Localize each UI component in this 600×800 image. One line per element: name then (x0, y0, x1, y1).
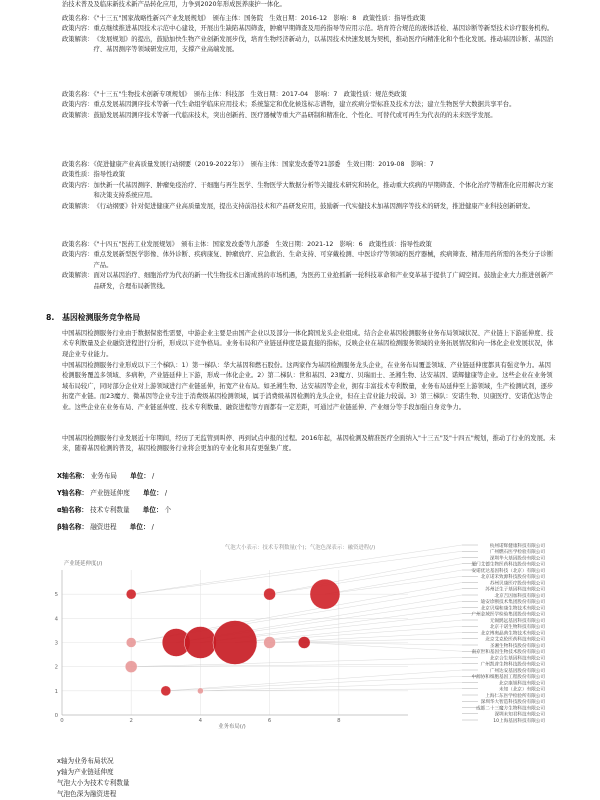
company-label: 未知（北京）有限公司 (499, 687, 545, 693)
company-label: 北京艾克伦医药科技有限公司 (485, 637, 545, 643)
content-label: 政策内容： (62, 101, 94, 109)
x-tick-label: 0 (60, 718, 64, 724)
company-label: 厦门艾德生物医药科技股份有限公司 (471, 562, 545, 568)
policy-interpret: 鼓励发展基因测序技术等新一代临床技术，突出创新药、医疗器械等重大产品研制和精准化、个性化、可替代或可再生为代表的的未来医学发展。 (93, 111, 497, 119)
policy-meta: 政策名称：《"十三五"国家战略性新兴产业发展规划》 颁布主体：国务院 生效日期：2016-12 影响：8 政策性质：指导性政策 (62, 15, 426, 22)
policy-meta: 政策名称：《"十四五"医药工业发展规划》 颁布主体：国家发改委等九部委 生效日期：2021-12 影响：6 政策性质：指导性政策 (62, 241, 432, 248)
company-label: 深圳华大基因股份有限公司 (489, 556, 545, 562)
legend-line: y轴为产业链延伸度 (57, 768, 114, 776)
company-label: 广州达安基因股份有限公司 (489, 668, 545, 674)
y-tick-label: 0 (54, 713, 58, 719)
company-label: 苏州贝康医疗股份有限公司 (489, 581, 545, 587)
top-line: 治技术普及及临床新技术新产品转化应用，力争到2020年形成医养康护一体化。 (62, 1, 286, 8)
x-axis-info: X轴名称： 业务布局 单位： / (57, 472, 155, 480)
paragraph-1: 中国基因检测服务行业由于数据保密性需要，中游企业主要是由国产企业以及部分一体化跨国龙头企业组成。结合企业基因检测服务业务布局领域状况、产业链上下游延伸度、技术专利数量及企业融资进程进行分析，形成以下竞争格局。业务布局和产业链延伸度是最直接的指标，反映企业在基因检测服务领域的业务拓展情况和向一体化企业发展状况，体现企业专业能力。 (62, 330, 554, 358)
beta-axis-info: β轴名称： 融资进程 单位： / (57, 523, 154, 531)
y-tick-label: 2 (54, 664, 58, 671)
paragraph-3: 中国基因检测服务行业发展近十年期间，经历了无监管到叫停、再到试点申报的过程。2016年起，基因检测及精准医疗全面纳入"十三五"及"十四五"规划，推动了行业的发展。未来，随着基因检测的普及，基因检测服务行业将会更加的专业化和具有更强集广度。 (62, 435, 556, 453)
policy-content: 加快新一代基因测序、肿瘤免疫治疗、干细胞与再生医学、生物医学大数据分析等关键技术研究和转化，推动重大疾病的早期筛查、个体化治疗等精准化应用解决方案和决策支持系统应用。 (93, 181, 554, 200)
policy-content: 重点继续推进基因技术示范中心建设，开展出生缺陷基因筛查，肿瘤早期筛查及用药指导等应用示范。培育符合规范的液体活检、基因诊断等新型技术诊疗服务机构。 (93, 25, 554, 33)
company-label: 南京世和基因生物技术股份有限公司 (471, 650, 545, 656)
leader-line (270, 564, 462, 594)
legend-line: x轴为业务布局状况 (57, 757, 114, 765)
data-bubble (126, 589, 136, 599)
chart-legend-text (57, 756, 130, 800)
company-label: 北京康旭科技有限公司 (499, 681, 545, 687)
company-label: 北京合生基因科技有限公司 (489, 656, 545, 662)
data-bubble (264, 588, 276, 600)
data-bubble (310, 579, 340, 609)
y-tick-label: 5 (54, 592, 58, 599)
x-tick-label: 6 (267, 718, 272, 724)
company-label: 北京贝瑞和康生物技术有限公司 (480, 606, 545, 612)
alpha-axis-info: α轴名称： 技术专利数量 单位： 个 (57, 506, 172, 514)
policy-meta: 政策名称：《"十三五"生物技术创新专项规划》 颁布主体：科技部 生效日期：2017-04 影响：7 政策性质：规范类政策 (62, 91, 407, 98)
policy-block-4 (62, 240, 556, 292)
company-label: 苏州泛生子基因科技有限公司 (485, 587, 545, 593)
y-tick-label: 3 (54, 640, 58, 647)
data-bubble (197, 688, 203, 694)
interpret-label: 政策解读： (62, 202, 94, 210)
policy-interpret: 《发展规划》的提出，鼓励加快生物产业创新发展步伐，培育生物经济新动力，以基因技术快速发展为契机，推动医疗向精准化和个性化发展。推动基因诊断、基因治疗、基因测序等领域研发应用，支撑产业高端发展。 (93, 35, 554, 54)
company-label: 无锡鹍远基因科技有限公司 (489, 618, 545, 624)
data-bubble (125, 661, 137, 673)
data-bubble (126, 638, 136, 648)
paragraph-2: 中国基因检测服务行业形成以下三个梯队：1）第一梯队：华大基因和燃石股份。这两家作为基因检测服务龙头企业，在业务布局覆盖领域、产业链延伸度都具有强竞争力。基因检测服务覆盖多领域、多病种，产业链延伸上下游，形成一体化企业。2）第二梯队：世和基因、23魔方、贝瑞而士、圣湘生物、达安基因、诺辉健康等企业。这些企业在业务领域布局较广，同时部分企业对上游领域进行产业链延伸，拓宽产业布局。如圣湘生物、达安基因等企业，拥有丰富技术专利数量，业务布局延伸至上游领域，生产检测试剂，逐步拓宽产业链。而23魔方、微基因等企业专注于消费级基因检测领域，属于消费级基因检测的龙头企业，但在主营业能力较弱。3）第三梯队：安诺生物、贝康医疗、安诺优达等企业。这些企业在业务布局、产业链延伸度、技术专利数量、融资进程等方面都有一定差距，可通过产业链延伸、产业细分等手段加强自身竞争力。 (62, 362, 554, 411)
interpret-label: 政策解读： (62, 111, 94, 119)
content-label: 政策内容： (62, 25, 94, 33)
data-bubble (184, 627, 216, 659)
company-label: 北京诺禾致源科技股份有限公司 (480, 575, 545, 581)
leader-line (325, 576, 462, 594)
policy-nature: 指导性政策 (93, 171, 125, 179)
company-label: 深圳未知君科技有限公司 (494, 712, 545, 718)
interpret-label: 政策解读： (62, 272, 94, 280)
data-bubble (298, 637, 310, 649)
y-tick-label: 1 (54, 688, 58, 695)
data-bubble (161, 686, 171, 696)
leader-line (200, 689, 462, 691)
chart-title: 气泡大小表示：技术专利数量(个)；气泡色深表示：融资进程(/) (224, 545, 376, 551)
data-bubble (213, 621, 257, 665)
content-label: 政策内容： (62, 251, 94, 259)
company-label: 北京吉因加科技有限公司 (494, 593, 545, 599)
company-label: 成都二十三魔方生物科技有限公司 (476, 706, 545, 712)
policy-content: 重点发展新型医学影像、体外诊断、疾病康复、肿瘤放疗、应急救治、生命支持、可穿戴检测、中医诊疗等领域的医疗器械，疾病筛查、精准用药所需的各类分子诊断产品。 (93, 251, 554, 269)
leader-line (166, 676, 462, 691)
company-label: 安诺优达基因科技（北京）有限公司 (471, 568, 545, 574)
y-tick-label: 4 (54, 616, 58, 623)
company-label: 杭州诺辉健康科技有限公司 (489, 543, 545, 549)
company-label: 深圳华大智造科技股份有限公司 (480, 700, 545, 706)
leader-line (131, 545, 462, 594)
company-label: 迪安诊断技术集团股份有限公司 (480, 600, 545, 606)
policy-content: 重点发展基因测序技术等新一代生命组学临床应用技术；系统鉴定和优化候选标志谱物，建立疾病分型标准及技术方法；建立生物医学大数据共享平台。 (93, 101, 516, 109)
bubble-chart (0, 540, 600, 740)
company-label: 10上海基因科技有限公司 (493, 718, 545, 724)
section-title: 8. 基因检测服务竞争格局 (46, 313, 141, 322)
company-label: 中源协和细胞基因工程股份有限公司 (471, 675, 545, 681)
company-label: 广州凯普生物科技股份有限公司 (480, 662, 545, 668)
x-tick-label: 8 (337, 718, 341, 724)
leader-line (131, 551, 462, 594)
legend-line: 气泡色深为融资进程 (57, 790, 117, 798)
policy-interpret: 面对以基因治疗、细胞治疗为代表的新一代生物技术日渐成熟的市场机遇，为医药工业抢抓新一轮科技革命和产业变革基于提供了广阔空间。鼓励企业大力推进创新产品研发，合理布局新管线。 (93, 272, 554, 290)
company-label: 上海仁东医学检验所有限公司 (485, 693, 545, 699)
interpret-label: 政策解读： (62, 35, 94, 43)
policy-block-2 (62, 90, 556, 121)
company-label: 广州金域医学检验集团股份有限公司 (471, 612, 545, 618)
y-axis-info: Y轴名称： 产业链延伸度 单位： / (57, 489, 168, 497)
x-axis-label: 业务布局(/) (218, 724, 246, 730)
data-bubble (264, 637, 276, 649)
leader-line (166, 670, 462, 691)
company-label: 圣湘生物科技股份有限公司 (489, 643, 545, 649)
company-label: 广州燃石医学检验有限公司 (489, 550, 545, 556)
nature-label: 政策性质： (62, 171, 94, 179)
policy-interpret: 《行动纲要》针对促进健康产业高质量发展，提出支持前沿技术和产品研发应用，鼓励新一代实健技术加基因测序等技术的研发，推进健康产业科技创新研发。 (93, 202, 535, 210)
content-label: 政策内容： (62, 181, 94, 189)
legend-line: 气泡大小为技术专利数量 (57, 779, 130, 787)
leader-line (200, 683, 462, 691)
x-tick-label: 4 (198, 718, 203, 724)
company-label: 北京博奥晶典生物技术有限公司 (480, 631, 545, 637)
company-label: 北京干诺生物科技有限公司 (489, 625, 545, 631)
y-axis-label: 产业链延伸度(/) (64, 561, 103, 567)
policy-block-1 (62, 14, 556, 56)
x-tick-label: 2 (129, 718, 133, 724)
policy-block-3 (62, 160, 556, 212)
policy-meta: 政策名称：《促进健康产业高质量发展行动纲要（2019-2022年）》 颁布主体：国家发改委等21部委 生效日期：2019-08 影响：7 (62, 161, 434, 168)
